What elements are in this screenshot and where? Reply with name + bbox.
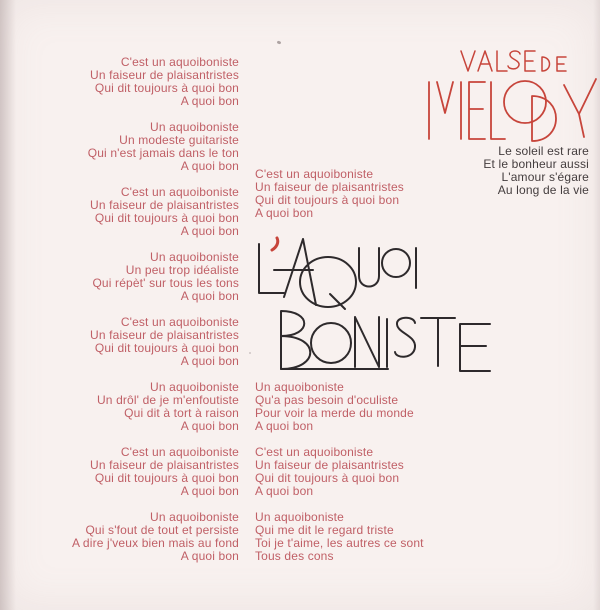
lyric-line: A quoi bon: [180, 289, 239, 303]
lyric-verse: [20, 446, 239, 498]
valse-de-word: [461, 51, 566, 71]
lyric-line: A quoi bon: [180, 484, 239, 498]
lyric-line: Un aquoiboniste: [255, 510, 344, 524]
lyric-line: A quoi bon: [180, 94, 239, 108]
lyric-line: Qui dit toujours à quoi bon: [94, 211, 239, 225]
lyric-line: A dire j'veux bien mais au fond: [71, 536, 239, 550]
lyric-line: C'est un aquoiboniste: [120, 55, 239, 69]
lyric-line: Le soleil est rare: [498, 144, 589, 158]
lyric-line: A quoi bon: [180, 354, 239, 368]
lyric-line: Au long de la vie: [497, 183, 589, 197]
lyric-line: Qui répèt' sur tous les tons: [92, 276, 239, 290]
lyric-line: C'est un aquoiboniste: [255, 167, 374, 181]
valse-de-melody-logo: [425, 45, 600, 145]
lyric-line: Un faiseur de plaisantristes: [255, 458, 404, 472]
aquoi-word: [259, 238, 416, 309]
lyric-line: Un aquoiboniste: [150, 120, 239, 134]
lyric-line: A quoi bon: [180, 159, 239, 173]
lyric-line: C'est un aquoiboniste: [120, 185, 239, 199]
lyric-line: Un drôl' de je m'enfoutiste: [96, 393, 239, 407]
lyric-line: Qui dit toujours à quoi bon: [94, 471, 239, 485]
lyric-line: Un peu trop idéaliste: [125, 263, 239, 277]
lyric-line: L'amour s'égare: [501, 170, 589, 184]
lyric-verse: [255, 511, 475, 563]
lyric-line: A quoi bon: [255, 206, 314, 220]
lyric-line: A quoi bon: [180, 419, 239, 433]
lyric-verse: [20, 511, 239, 563]
lyric-line: Un aquoiboniste: [255, 380, 344, 394]
middle-lyrics-bottom: [255, 381, 475, 576]
lyric-line: Qui dit toujours à quoi bon: [255, 193, 400, 207]
lyric-verse: [20, 316, 239, 368]
scan-speck: [277, 40, 282, 44]
lyric-verse: [255, 381, 475, 433]
lyric-line: Un aquoiboniste: [150, 510, 239, 524]
lyric-line: C'est un aquoiboniste: [120, 315, 239, 329]
lyric-line: Qui dit toujours à quoi bon: [255, 471, 400, 485]
lyric-line: A quoi bon: [255, 419, 314, 433]
lyric-verse: [20, 121, 239, 173]
lyric-verse: [20, 56, 239, 108]
lyric-line: Un faiseur de plaisantristes: [90, 198, 239, 212]
lyric-line: Toi je t'aime, les autres ce sont: [255, 536, 424, 550]
lyric-line: Qui dit toujours à quoi bon: [94, 341, 239, 355]
valse-lyrics: [369, 145, 589, 210]
lyric-line: Un aquoiboniste: [150, 250, 239, 264]
lyric-verse: [20, 381, 239, 433]
boniste-word: [281, 311, 490, 371]
lyric-line: Qui n'est jamais dans le ton: [87, 146, 239, 160]
lyric-line: Tous des cons: [255, 549, 334, 563]
lyric-line: Et le bonheur aussi: [483, 157, 589, 171]
lyric-verse: [20, 186, 239, 238]
lyric-line: Un faiseur de plaisantristes: [90, 328, 239, 342]
lyric-verse: [255, 446, 475, 498]
lyric-line: Un faiseur de plaisantristes: [255, 180, 404, 194]
lyric-line: A quoi bon: [180, 224, 239, 238]
lyric-line: A quoi bon: [180, 549, 239, 563]
lyric-line: C'est un aquoiboniste: [120, 445, 239, 459]
lyric-line: Un faiseur de plaisantristes: [90, 458, 239, 472]
scan-shadow-left: [0, 0, 16, 610]
lyric-line: Un aquoiboniste: [150, 380, 239, 394]
aquoiboniste-logo: [246, 231, 496, 379]
lyric-line: Qui dit à tort à raison: [124, 406, 239, 420]
lyric-line: Pour voir la merde du monde: [255, 406, 414, 420]
lyric-line: Un faiseur de plaisantristes: [90, 68, 239, 82]
lyric-line: Qui me dit le regard triste: [255, 523, 394, 537]
left-lyrics-column: [20, 56, 239, 576]
lyric-line: C'est un aquoiboniste: [255, 445, 374, 459]
lyric-verse: [369, 145, 589, 197]
lyric-line: Qu'a pas besoin d'oculiste: [255, 393, 399, 407]
lyric-line: Qui dit toujours à quoi bon: [94, 81, 239, 95]
lyric-verse: [20, 251, 239, 303]
melody-word: [429, 79, 596, 141]
lyric-line: Qui s'fout de tout et persiste: [85, 523, 239, 537]
lyric-line: A quoi bon: [255, 484, 314, 498]
lyric-line: Un modeste guitariste: [119, 133, 239, 147]
